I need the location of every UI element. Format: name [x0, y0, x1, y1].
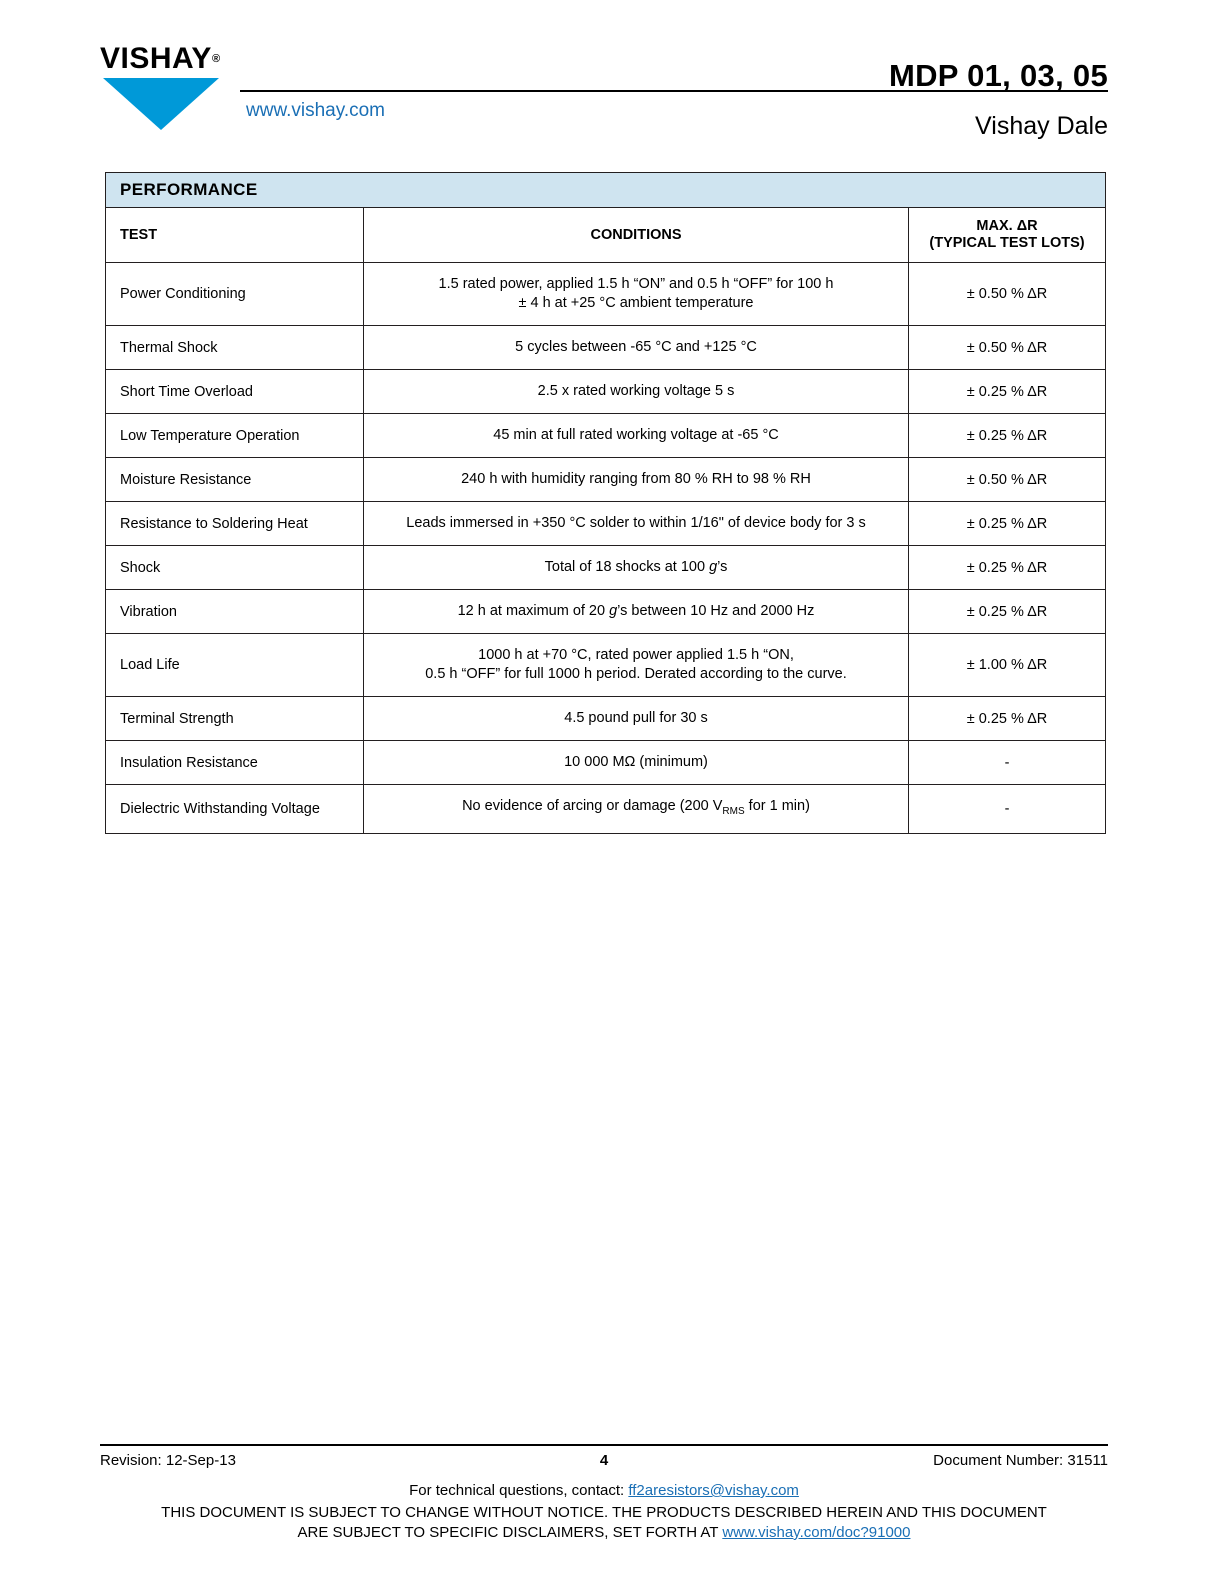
row-conditions: 10 000 MΩ (minimum) — [364, 741, 909, 785]
row-conditions-line1: 1000 h at +70 °C, rated power applied 1.5 h “ON, — [478, 647, 794, 663]
vishay-logo — [100, 42, 240, 137]
row-conditions: 12 h at maximum of 20 g’s between 10 Hz and 2000 Hz — [364, 590, 909, 634]
document-number: Document Number: 31511 — [933, 1452, 1108, 1469]
row-max-dr: ± 0.25 % ΔR — [909, 414, 1106, 458]
row-conditions-line1: 1.5 rated power, applied 1.5 h “ON” and 0.5 h “OFF” for 100 h — [438, 276, 834, 292]
row-conditions: Leads immersed in +350 °C solder to within 1/16" of device body for 3 s — [364, 502, 909, 546]
disclaimer-text — [100, 1503, 1108, 1543]
row-max-dr: ± 0.50 % ΔR — [909, 458, 1106, 502]
disclaimer-line1: THIS DOCUMENT IS SUBJECT TO CHANGE WITHOUT NOTICE. THE PRODUCTS DESCRIBED HEREIN AND THIS DOCUMENT — [161, 1504, 1047, 1521]
row-test-name: Resistance to Soldering Heat — [106, 502, 364, 546]
column-header-max-dr — [909, 208, 1106, 263]
contact-email-link[interactable]: ff2aresistors@vishay.com — [628, 1482, 799, 1499]
table-header-row — [106, 208, 1106, 263]
logo-triangle-icon — [103, 78, 219, 130]
column-header-conditions: CONDITIONS — [364, 208, 909, 263]
revision-text: Revision: 12-Sep-13 — [100, 1452, 236, 1469]
row-test-name: Thermal Shock — [106, 326, 364, 370]
table-row — [106, 326, 1106, 370]
page-header — [100, 38, 1108, 148]
row-conditions: 45 min at full rated working voltage at -65 °C — [364, 414, 909, 458]
footer-meta-row — [100, 1452, 1108, 1478]
contact-line — [100, 1482, 1108, 1499]
table-row — [106, 370, 1106, 414]
row-conditions: 4.5 pound pull for 30 s — [364, 697, 909, 741]
table-row — [106, 414, 1106, 458]
row-test-name: Low Temperature Operation — [106, 414, 364, 458]
row-max-dr: ± 0.25 % ΔR — [909, 590, 1106, 634]
performance-table-container — [105, 172, 1105, 834]
row-conditions-line2: 0.5 h “OFF” for full 1000 h period. Derated according to the curve. — [425, 666, 847, 682]
row-max-dr: ± 1.00 % ΔR — [909, 634, 1106, 697]
table-row — [106, 263, 1106, 326]
row-max-dr: ± 0.50 % ΔR — [909, 263, 1106, 326]
page-title: MDP 01, 03, 05 — [888, 58, 1108, 93]
row-test-name: Shock — [106, 546, 364, 590]
row-conditions: Total of 18 shocks at 100 g’s — [364, 546, 909, 590]
table-row — [106, 458, 1106, 502]
page-number: 4 — [599, 1452, 609, 1469]
table-row — [106, 590, 1106, 634]
row-test-name: Moisture Resistance — [106, 458, 364, 502]
contact-prefix: For technical questions, contact: — [409, 1482, 629, 1499]
column-header-max-dr-line2: (TYPICAL TEST LOTS) — [929, 235, 1085, 251]
disclaimer-line2-prefix: ARE SUBJECT TO SPECIFIC DISCLAIMERS, SET FORTH AT — [297, 1524, 723, 1541]
row-conditions-line2: ± 4 h at +25 °C ambient temperature — [518, 295, 754, 311]
table-row — [106, 785, 1106, 834]
disclaimer-link[interactable]: www.vishay.com/doc?91000 — [722, 1524, 911, 1541]
table-row — [106, 502, 1106, 546]
page-subtitle: Vishay Dale — [975, 112, 1108, 140]
row-test-name: Short Time Overload — [106, 370, 364, 414]
column-header-test: TEST — [106, 208, 364, 263]
row-max-dr: ± 0.50 % ΔR — [909, 326, 1106, 370]
row-max-dr: - — [909, 785, 1106, 834]
table-row — [106, 697, 1106, 741]
disclaimer-line2 — [100, 1523, 1108, 1543]
row-conditions — [364, 263, 909, 326]
row-conditions — [364, 634, 909, 697]
logo-wordmark-text: VISHAY — [100, 42, 212, 75]
row-max-dr: ± 0.25 % ΔR — [909, 502, 1106, 546]
row-conditions: 5 cycles between -65 °C and +125 °C — [364, 326, 909, 370]
row-test-name: Load Life — [106, 634, 364, 697]
table-row — [106, 546, 1106, 590]
table-row — [106, 741, 1106, 785]
column-header-max-dr-line1: MAX. ΔR — [976, 218, 1038, 234]
performance-table — [105, 172, 1106, 834]
row-conditions: 2.5 x rated working voltage 5 s — [364, 370, 909, 414]
row-test-name: Insulation Resistance — [106, 741, 364, 785]
logo-registered-mark: ® — [211, 53, 221, 65]
table-row — [106, 634, 1106, 697]
row-max-dr: ± 0.25 % ΔR — [909, 697, 1106, 741]
row-test-name: Dielectric Withstanding Voltage — [106, 785, 364, 834]
row-test-name: Terminal Strength — [106, 697, 364, 741]
logo-wordmark — [100, 42, 240, 76]
row-max-dr: ± 0.25 % ΔR — [909, 546, 1106, 590]
table-band-row — [106, 173, 1106, 208]
row-test-name: Power Conditioning — [106, 263, 364, 326]
row-max-dr: - — [909, 741, 1106, 785]
footer-divider — [100, 1444, 1108, 1446]
row-conditions: No evidence of arcing or damage (200 $V_{RMS}$ for 1 min) — [364, 785, 909, 834]
row-test-name: Vibration — [106, 590, 364, 634]
vishay-website-link[interactable]: www.vishay.com — [246, 100, 386, 121]
page-footer — [100, 1444, 1108, 1543]
row-conditions: 240 h with humidity ranging from 80 % RH to 98 % RH — [364, 458, 909, 502]
row-max-dr: ± 0.25 % ΔR — [909, 370, 1106, 414]
performance-band-label: PERFORMANCE — [106, 173, 1106, 208]
